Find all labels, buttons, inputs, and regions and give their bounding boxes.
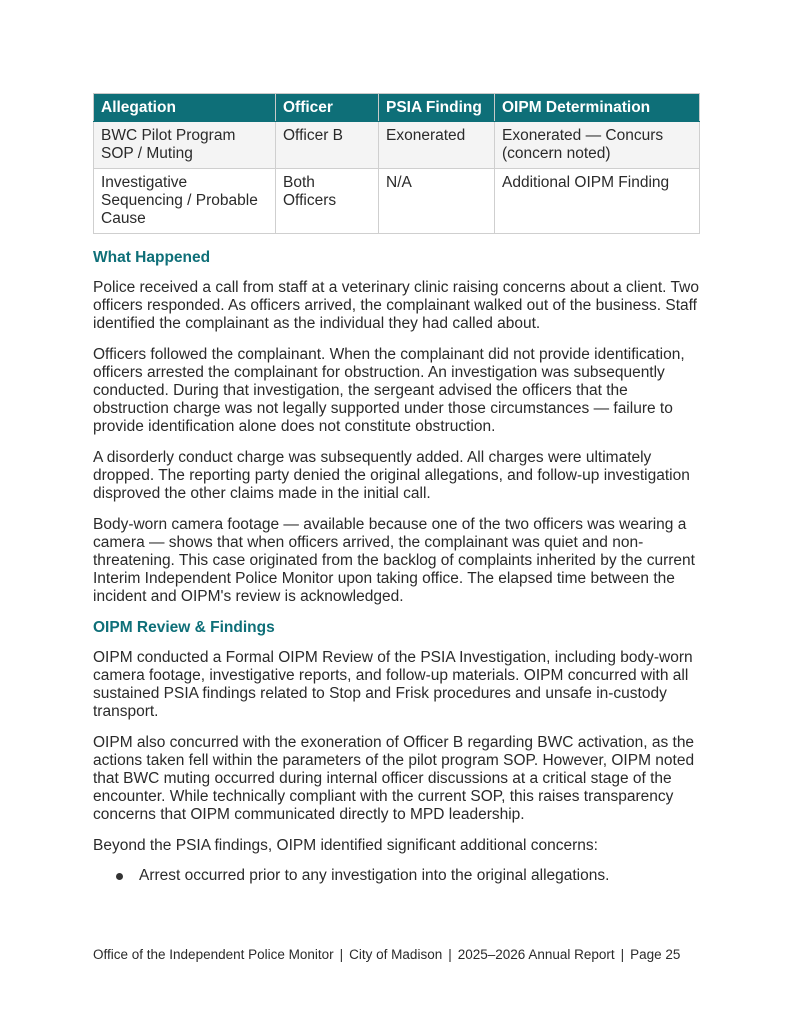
- table-header-row: [94, 94, 700, 122]
- paragraph: Officers followed the complainant. When the complainant did not provide identification, officers arrested the complainant for obstruction. An investigation was subsequently conducted. During that investigation, the sergeant advised the officers that the obstruction charge was not legally supported under those circumstances — failure to provide identification alone does not constitute obstruction.: [93, 346, 685, 435]
- cell-psia-finding: N/A: [379, 169, 495, 234]
- report-page: [93, 93, 699, 885]
- paragraph: Police received a call from staff at a veterinary clinic raising concerns about a client. Two officers responded. As officers arrived, the complainant walked out of the business. Staff identified the complainant as the individual they had called about.: [93, 279, 699, 332]
- section-heading-oipm-review: OIPM Review & Findings: [93, 619, 275, 636]
- paragraph: A disorderly conduct charge was subsequently added. All charges were ultimately dropped. The reporting party denied the original allegations, and follow-up investigation disproved the other claims made in the initial call.: [93, 449, 690, 502]
- header-psia-finding: PSIA Finding: [379, 94, 495, 122]
- list-item: [93, 867, 699, 885]
- page-footer: [93, 946, 680, 964]
- cell-psia-finding: Exonerated: [379, 122, 495, 169]
- cell-officer: Officer B: [276, 122, 379, 169]
- findings-table: [93, 93, 700, 234]
- paragraph: Body-worn camera footage — available because one of the two officers was wearing a camera — shows that when officers arrived, the complainant was quiet and non-threatening. This case originated from the backlog of complaints inherited by the current Interim Independent Police Monitor upon taking office. The elapsed time between the incident and OIPM's review is acknowledged.: [93, 516, 695, 605]
- cell-allegation: BWC Pilot Program SOP / Muting: [94, 122, 276, 169]
- cell-oipm-determination: Exonerated — Concurs (concern noted): [495, 122, 700, 169]
- paragraph: OIPM also concurred with the exoneration of Officer B regarding BWC activation, as the actions taken fell within the parameters of the pilot program SOP. However, OIPM noted that BWC muting occurred during internal officer discussions at a critical stage of the encounter. While technically compliant with the current SOP, this raises transparency concerns that OIPM communicated directly to MPD leadership.: [93, 734, 695, 823]
- list-item-text: Arrest occurred prior to any investigation into the original allegations.: [139, 867, 610, 884]
- page-number: Page 25: [630, 947, 681, 962]
- cell-allegation: Investigative Sequencing / Probable Cause: [94, 169, 276, 234]
- section-heading-what-happened: What Happened: [93, 249, 211, 266]
- footer-separator: |: [620, 947, 625, 962]
- table-row: [94, 122, 700, 169]
- paragraph: Beyond the PSIA findings, OIPM identified significant additional concerns:: [93, 837, 598, 854]
- header-allegation: Allegation: [94, 94, 276, 122]
- concerns-list: [93, 867, 699, 885]
- footer-separator: |: [339, 947, 344, 962]
- cell-oipm-determination: Additional OIPM Finding: [495, 169, 700, 234]
- footer-office: Office of the Independent Police Monitor: [93, 947, 334, 962]
- footer-report: 2025–2026 Annual Report: [457, 947, 615, 962]
- header-officer: Officer: [276, 94, 379, 122]
- footer-city: City of Madison: [349, 947, 443, 962]
- bullet-icon: [116, 873, 123, 880]
- table-row: [94, 169, 700, 234]
- header-oipm-determination: OIPM Determination: [495, 94, 700, 122]
- cell-officer: Both Officers: [276, 169, 379, 234]
- footer-separator: |: [448, 947, 452, 962]
- paragraph: OIPM conducted a Formal OIPM Review of the PSIA Investigation, including body-worn camera footage, investigative reports, and follow-up materials. OIPM concurred with all sustained PSIA findings related to Stop and Frisk procedures and unsafe in-custody transport.: [93, 649, 693, 720]
